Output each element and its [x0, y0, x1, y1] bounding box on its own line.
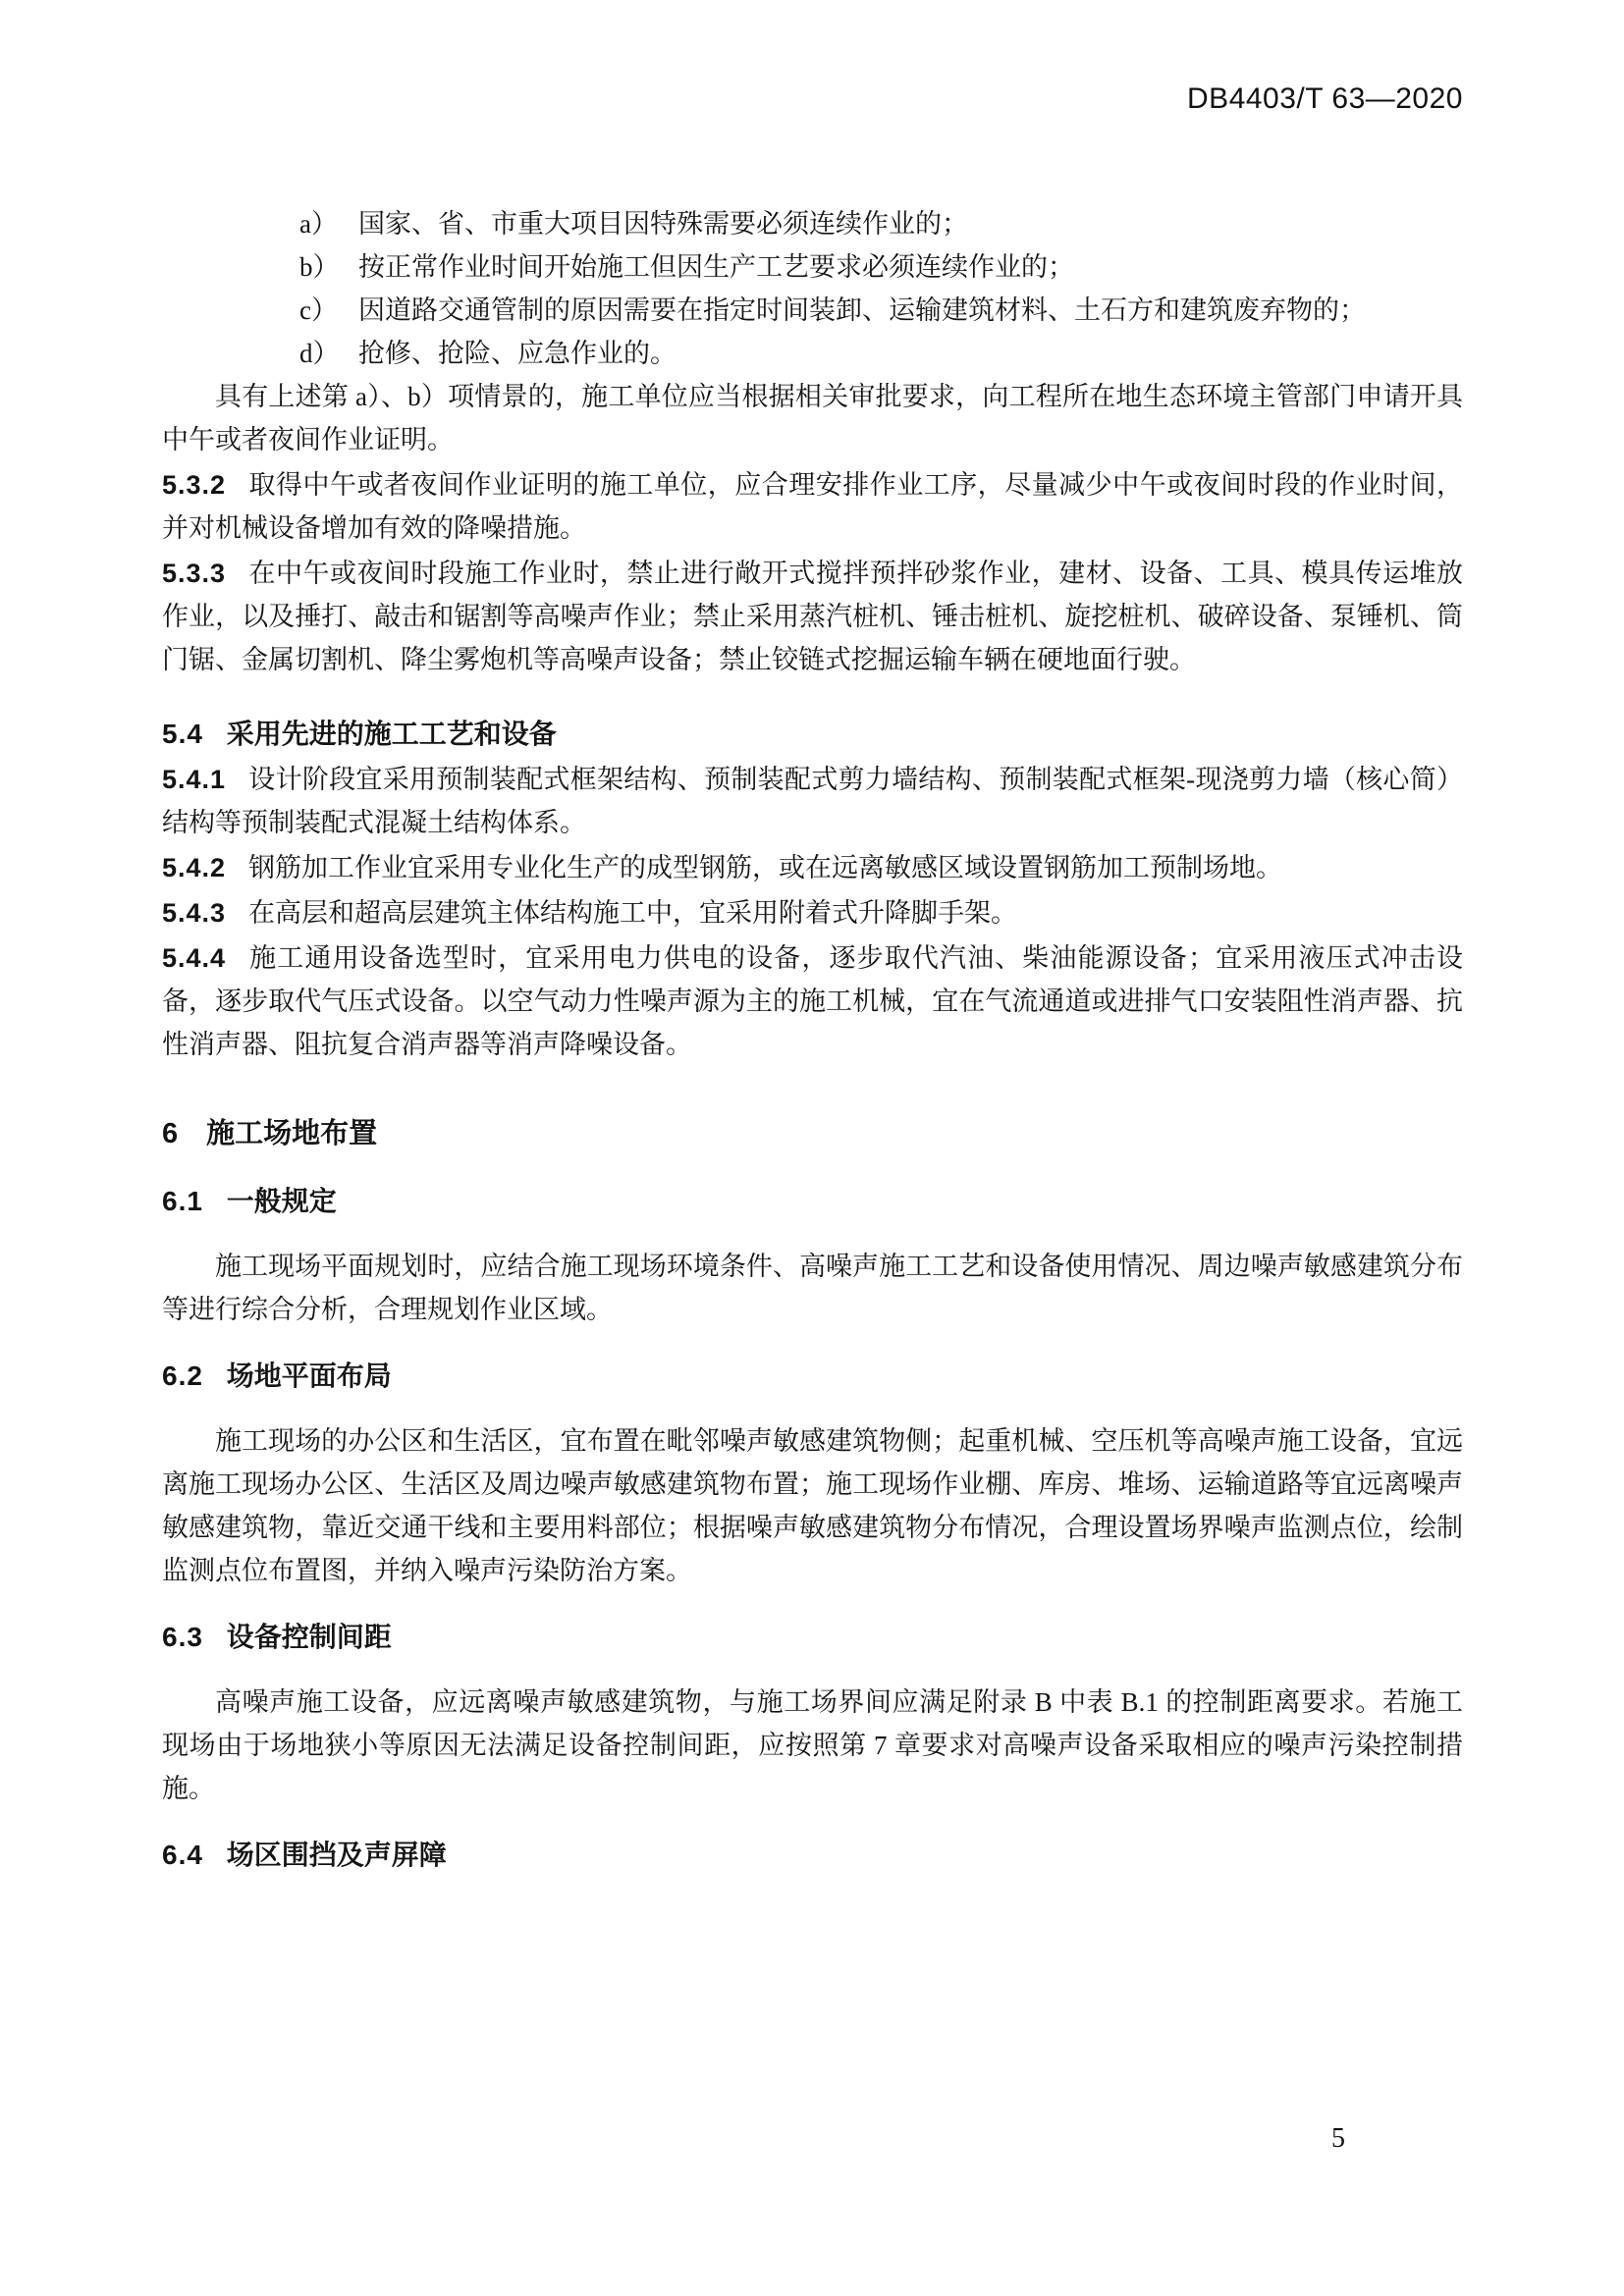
clause-5-3-3 — [162, 552, 1463, 681]
clause-5-3-2 — [162, 463, 1463, 550]
clause-5-4-2 — [162, 846, 1463, 889]
list-item-b — [162, 245, 1463, 289]
section-number: 6.3 — [162, 1622, 203, 1652]
list-item-label: a） — [299, 209, 338, 239]
list-item-c — [162, 289, 1463, 332]
list-item-d — [162, 332, 1463, 375]
section-title: 场区围挡及声屏障 — [226, 1840, 447, 1870]
section-heading-6-3 — [162, 1616, 1463, 1659]
section-paragraph-6-2: 施工现场的办公区和生活区，宜布置在毗邻噪声敏感建筑物侧；起重机械、空压机等高噪声施工设备，宜远离施工现场办公区、生活区及周边噪声敏感建筑物布置；施工现场作业棚、库房、堆场、运输道路等宜远离噪声敏感建筑物，靠近交通干线和主要用料部位；根据噪声敏感建筑物分布情况，合理设置场界噪声监测点位，绘制监测点位布置图，并纳入噪声污染防治方案。 — [162, 1426, 1463, 1585]
clause-5-4-1 — [162, 758, 1463, 844]
section-number: 6.1 — [162, 1186, 203, 1216]
section-number: 6.4 — [162, 1840, 203, 1870]
list-item-label: c） — [299, 295, 338, 325]
clause-number: 5.3.2 — [162, 470, 227, 500]
section-title: 一般规定 — [226, 1186, 337, 1216]
section-heading-5-4 — [162, 713, 1463, 756]
clause-5-4-3 — [162, 891, 1463, 934]
clause-text: 在高层和超高层建筑主体结构施工中，宜采用附着式升降脚手架。 — [248, 898, 1017, 928]
section-heading-6-1 — [162, 1180, 1463, 1223]
section-paragraph-6-3: 高噪声施工设备，应远离噪声敏感建筑物，与施工场界间应满足附录 B 中表 B.1 的控制距离要求。若施工现场由于场地狭小等原因无法满足设备控制间距，应按照第 7 章要求对高噪声设备采取相应的噪声污染控制措施。 — [162, 1687, 1463, 1803]
clause-text: 设计阶段宜采用预制装配式框架结构、预制装配式剪力墙结构、预制装配式框架-现浇剪力墙（核心简）结构等预制装配式混凝土结构体系。 — [162, 765, 1463, 837]
list-item-text: 国家、省、市重大项目因特殊需要必须连续作业的； — [358, 209, 968, 239]
section-title: 采用先进的施工工艺和设备 — [226, 719, 557, 749]
list-item-text: 抢修、抢险、应急作业的。 — [358, 339, 677, 368]
section-number: 6.2 — [162, 1361, 203, 1391]
chapter-title: 施工场地布置 — [206, 1118, 378, 1149]
list-item-label: d） — [299, 339, 340, 368]
clause-number: 5.4.4 — [162, 943, 227, 973]
clause-text: 钢筋加工作业宜采用专业化生产的成型钢筋，或在远离敏感区域设置钢筋加工预制场地。 — [248, 853, 1282, 882]
clause-text: 施工通用设备选型时，宜采用电力供电的设备，逐步取代汽油、柴油能源设备；宜采用液压式冲击设备，逐步取代气压式设备。以空气动力性噪声源为主的施工机械，宜在气流通道或进排气口安装阻性消声器、抗性消声器、阻抗复合消声器等消声降噪设备。 — [162, 943, 1463, 1059]
chapter-number: 6 — [162, 1118, 179, 1149]
clause-number: 5.4.1 — [162, 765, 227, 794]
page-number: 5 — [1331, 2123, 1345, 2154]
clause-text: 在中午或夜间时段施工作业时，禁止进行敞开式搅拌预拌砂浆作业，建材、设备、工具、模具传运堆放作业，以及捶打、敲击和锯割等高噪声作业；禁止采用蒸汽桩机、锤击桩机、旋挖桩机、破碎设备、泵锤机、筒门锯、金属切割机、降尘雾炮机等高噪声设备；禁止铰链式挖掘运输车辆在硬地面行驶。 — [162, 559, 1463, 674]
page-content — [162, 202, 1463, 1877]
section-title: 设备控制间距 — [226, 1622, 392, 1652]
note-paragraph: 具有上述第 a）、b）项情景的，施工单位应当根据相关审批要求，向工程所在地生态环境主管部门申请开具中午或者夜间作业证明。 — [162, 382, 1463, 454]
clause-text: 取得中午或者夜间作业证明的施工单位，应合理安排作业工序，尽量减少中午或夜间时段的作业时间，并对机械设备增加有效的降噪措施。 — [162, 470, 1463, 543]
clause-5-4-4 — [162, 936, 1463, 1066]
section-number: 5.4 — [162, 719, 203, 749]
list-item-label: b） — [299, 252, 340, 282]
section-title: 场地平面布局 — [226, 1361, 392, 1391]
list-item-text: 按正常作业时间开始施工但因生产工艺要求必须连续作业的； — [358, 252, 1074, 282]
list-item-text: 因道路交通管制的原因需要在指定时间装卸、运输建筑材料、土石方和建筑废弃物的； — [358, 295, 1366, 325]
section-heading-6-2 — [162, 1355, 1463, 1398]
section-paragraph-6-1: 施工现场平面规划时，应结合施工现场环境条件、高噪声施工工艺和设备使用情况、周边噪声敏感建筑分布等进行综合分析，合理规划作业区域。 — [162, 1252, 1463, 1324]
standard-code-header: DB4403/T 63—2020 — [1187, 82, 1463, 115]
chapter-heading-6 — [162, 1111, 1463, 1156]
list-item-a — [162, 202, 1463, 245]
clause-number: 5.4.3 — [162, 898, 227, 928]
clause-number: 5.4.2 — [162, 853, 227, 882]
section-heading-6-4 — [162, 1834, 1463, 1877]
clause-number: 5.3.3 — [162, 559, 227, 588]
